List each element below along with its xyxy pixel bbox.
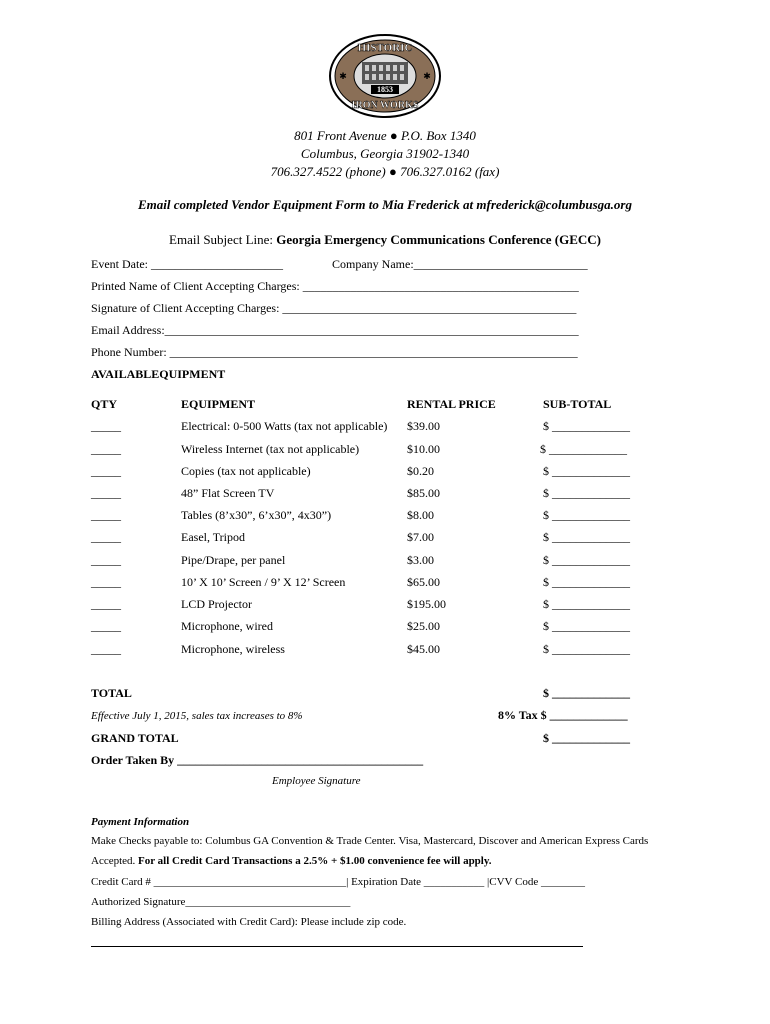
row-qty[interactable]: _____ [91,464,121,478]
row-price: $39.00 [407,419,440,433]
row-qty[interactable]: _____ [91,553,121,567]
row-price: $85.00 [407,486,440,500]
table-row [0,442,770,460]
payment-accepted-text: Accepted. [91,855,139,867]
table-row [0,553,770,571]
row-subtotal[interactable]: $ _____________ [543,486,630,500]
row-price: $195.00 [407,597,446,611]
row-price: $3.00 [407,553,434,567]
row-qty[interactable]: _____ [91,486,121,500]
row-qty[interactable]: _____ [91,642,121,656]
row-qty[interactable]: _____ [91,419,121,433]
row-subtotal[interactable]: $ _____________ [543,575,630,589]
address-line-2: Columbus, Georgia 31902-1340 [300,146,470,161]
row-equipment: Microphone, wireless [181,642,285,656]
row-equipment: Copies (tax not applicable) [181,464,311,478]
convenience-fee-text: For all Credit Card Transactions a 2.5% + $1.00 convenience fee will apply. [138,855,492,867]
row-price: $10.00 [407,442,440,456]
signature-field[interactable]: Signature of Client Accepting Charges: _________________________________________________ [91,301,577,315]
row-price: $8.00 [407,508,434,522]
employee-signature-caption: Employee Signature [272,775,361,787]
table-row [0,597,770,615]
address-line-3: 706.327.4522 (phone) ● 706.327.0162 (fax) [270,164,500,179]
row-equipment: LCD Projector [181,597,252,611]
row-subtotal[interactable]: $ _____________ [543,597,630,611]
row-subtotal[interactable]: $ _____________ [543,619,630,633]
phone-number-field[interactable]: Phone Number: ____________________________________________________________________ [91,345,578,359]
printed-name-field[interactable]: Printed Name of Client Accepting Charges: ______________________________________________ [91,279,579,293]
table-row [0,508,770,526]
row-qty[interactable]: _____ [91,597,121,611]
row-equipment: Microphone, wired [181,619,273,633]
row-qty[interactable]: _____ [91,530,121,544]
authorized-signature-field[interactable]: Authorized Signature______________________________ [91,896,351,908]
header-qty: QTY [91,397,118,411]
company-name-field[interactable]: Company Name:_____________________________ [332,257,588,271]
row-qty[interactable]: _____ [91,575,121,589]
email-subject-label: Email Subject Line: [169,232,277,247]
row-equipment: Wireless Internet (tax not applicable) [181,442,360,456]
table-row [0,642,770,660]
event-date-field[interactable]: Event Date: ______________________ [91,257,283,271]
svg-text:IRON WORKS: IRON WORKS [351,100,419,111]
table-row [0,619,770,637]
historic-iron-works-logo [329,34,441,118]
grand-total-value[interactable]: $ _____________ [543,731,630,745]
row-equipment: Tables (8’x30”, 6’x30”, 4x30”) [181,508,332,522]
row-subtotal[interactable]: $ _____________ [543,419,630,433]
row-price: $7.00 [407,530,434,544]
total-label: TOTAL [91,686,132,700]
row-qty[interactable]: _____ [91,442,121,456]
header-equipment: EQUIPMENT [181,397,256,411]
grand-total-label: GRAND TOTAL [91,731,179,745]
svg-text:1853: 1853 [377,85,393,94]
row-equipment: 48” Flat Screen TV [181,486,275,500]
address-line-1: 801 Front Avenue ● P.O. Box 1340 [294,128,476,143]
email-instruction: Email completed Vendor Equipment Form to Mia Frederick at mfrederick@columbusga.org [138,197,632,212]
email-address-field[interactable]: Email Address:_____________________________________________________________________ [91,323,579,337]
section-title: AVAILABLEQUIPMENT [91,367,226,381]
tax-value[interactable]: 8% Tax $ _____________ [498,708,628,722]
table-row [0,464,770,482]
row-subtotal[interactable]: $ _____________ [543,642,630,656]
svg-text:HISTORIC: HISTORIC [357,42,413,54]
row-price: $45.00 [407,642,440,656]
billing-address-line[interactable] [91,946,583,947]
svg-text:✱: ✱ [339,71,347,81]
row-price: $25.00 [407,619,440,633]
tax-note: Effective July 1, 2015, sales tax increases to 8% [91,710,303,722]
row-equipment: Pipe/Drape, per panel [181,553,286,567]
row-subtotal[interactable]: $ _____________ [543,508,630,522]
credit-card-field[interactable]: Credit Card # ___________________________________| Expiration Date ___________ |CVV Code ________ [91,876,585,888]
row-equipment: 10’ X 10’ Screen / 9’ X 12’ Screen [181,575,346,589]
row-price: $0.20 [407,464,434,478]
total-value[interactable]: $ _____________ [543,686,630,700]
payment-line-2 [91,855,492,867]
billing-address-label: Billing Address (Associated with Credit Card): Please include zip code. [91,916,407,928]
table-row [0,486,770,504]
payment-heading: Payment Information [91,816,190,828]
email-subject-line [0,232,770,248]
table-row [0,530,770,548]
svg-text:✱: ✱ [423,71,431,81]
header-price: RENTAL PRICE [407,397,496,411]
row-qty[interactable]: _____ [91,619,121,633]
row-subtotal[interactable]: $ _____________ [543,553,630,567]
row-subtotal[interactable]: $ _____________ [543,530,630,544]
row-equipment: Easel, Tripod [181,530,246,544]
header-subtotal: SUB-TOTAL [543,397,612,411]
row-price: $65.00 [407,575,440,589]
row-subtotal[interactable]: $ _____________ [540,442,627,456]
email-subject-value: Georgia Emergency Communications Conference (GECC) [276,232,601,247]
table-row [0,419,770,437]
row-equipment: Electrical: 0-500 Watts (tax not applicable) [181,419,388,433]
row-subtotal[interactable]: $ _____________ [543,464,630,478]
table-header [0,397,770,415]
row-qty[interactable]: _____ [91,508,121,522]
order-taken-by-field[interactable]: Order Taken By _________________________________________ [91,753,424,767]
table-row [0,575,770,593]
payment-line-1: Make Checks payable to: Columbus GA Convention & Trade Center. Visa, Mastercard, Discover and American Express Cards [91,835,649,847]
